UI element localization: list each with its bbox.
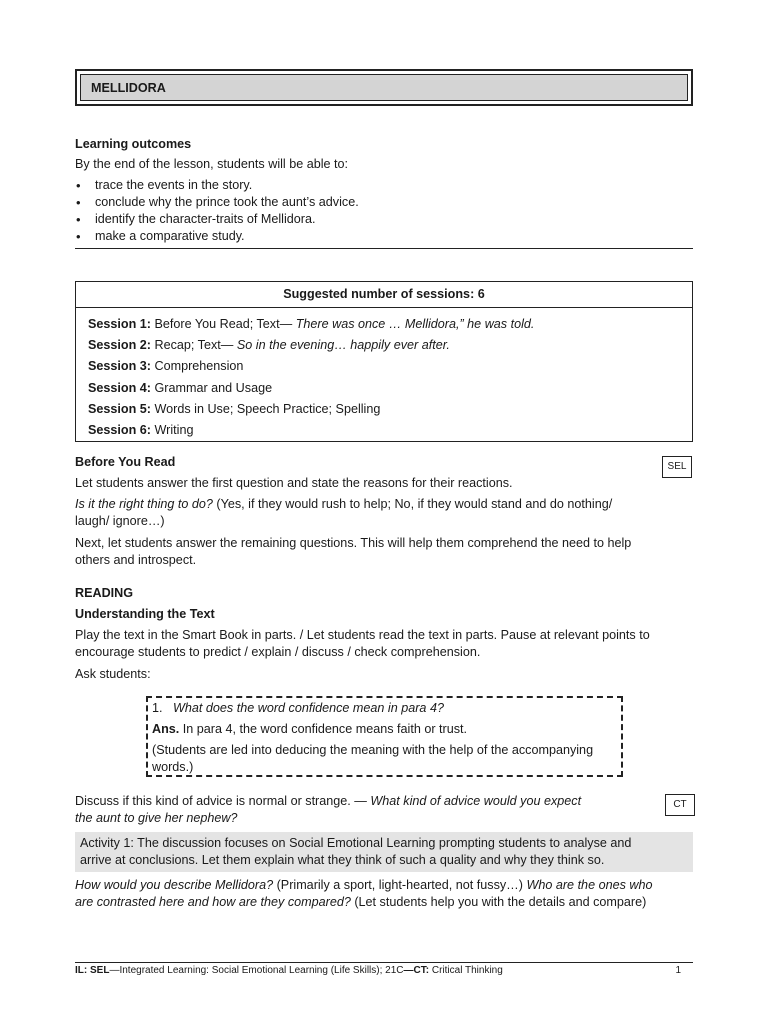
session-label: Session 2: (88, 338, 151, 353)
question-italic: Is it the right thing to do? (75, 497, 213, 511)
page-title: MELLIDORA (80, 74, 688, 101)
describe-line2 (75, 894, 646, 911)
before-you-read-q-line2: laugh/ ignore…) (75, 514, 165, 528)
answer-label: Ans. (152, 722, 180, 736)
session-text: Words in Use; Speech Practice; Spelling (151, 401, 381, 416)
answer-text: In para 4, the word confidence means faith or trust. (179, 722, 468, 736)
discuss-plain: Discuss if this kind of advice is normal or strange. — (75, 794, 371, 808)
session-text: Writing (151, 423, 194, 438)
footer-il-text: —Integrated Learning: Social Emotional Learning (Life Skills); 21C (109, 965, 404, 976)
footer-ct-text: Critical Thinking (429, 965, 503, 976)
footer-ct-label: —CT: (403, 965, 430, 976)
session-label: Session 1: (88, 317, 151, 331)
ct-tag: CT (665, 794, 695, 816)
outcome-item: • conclude why the prince took the aunt’s advice. (75, 194, 693, 211)
discuss-line1 (75, 793, 581, 810)
session-item (88, 335, 692, 356)
page-number: 1 (675, 965, 681, 976)
describe-line1 (75, 877, 652, 894)
answer-note-line2: words.) (152, 760, 194, 774)
describe-plain: (Let students help you with the details and compare) (350, 895, 647, 909)
understanding-text-heading: Understanding the Text (75, 607, 215, 621)
session-text: Comprehension (151, 359, 244, 374)
learning-outcomes-heading: Learning outcomes (75, 137, 192, 151)
title-box (75, 69, 693, 106)
ask-students: Ask students: (75, 667, 151, 681)
activity-box (75, 832, 693, 872)
before-you-read-p3-line2: others and introspect. (75, 553, 197, 567)
before-you-read-q-line1 (75, 496, 612, 513)
learning-outcomes-list (75, 177, 693, 245)
sessions-heading: Suggested number of sessions: 6 (76, 282, 692, 308)
session-text-italic: There was once … Mellidora,” he was told. (295, 317, 535, 331)
discuss-line2 (75, 810, 237, 827)
session-text: Grammar and Usage (151, 380, 273, 395)
reading-p1-line2: encourage students to predict / explain / discuss / check comprehension. (75, 645, 481, 659)
question-box (146, 696, 623, 777)
reading-p1-line1: Play the text in the Smart Book in parts. / Let students read the text in parts. Pause at relevant points to (75, 628, 650, 642)
outcome-item: • make a comparative study. (75, 228, 693, 245)
question-number: 1. (152, 701, 163, 715)
sessions-list (76, 308, 692, 441)
session-item (88, 378, 692, 399)
session-label: Session 3: (88, 359, 151, 374)
discuss-italic: the aunt to give her nephew? (75, 811, 238, 825)
before-you-read-p3-line1: Next, let students answer the remaining questions. This will help them comprehend the need to help (75, 536, 632, 550)
discuss-italic: What kind of advice would you expect (370, 794, 582, 808)
activity-line1: Activity 1: The discussion focuses on Social Emotional Learning prompting students to analyse and (80, 836, 632, 850)
session-item (88, 314, 692, 335)
before-you-read-heading: Before You Read (75, 455, 176, 469)
describe-plain: (Primarily a sport, light-hearted, not fussy…) (273, 878, 527, 892)
reading-heading: READING (75, 586, 134, 600)
question-rest: (Yes, if they would rush to help; No, if they would stand and do nothing/ (212, 497, 613, 511)
outcome-item: • trace the events in the story. (75, 177, 693, 194)
session-text-italic: So in the evening… happily ever after. (236, 338, 450, 353)
activity-line2: arrive at conclusions. Let them explain what they think of such a quality and why they think so. (80, 853, 605, 867)
describe-italic: How would you describe Mellidora? (75, 878, 274, 892)
session-label: Session 5: (88, 401, 151, 416)
learning-outcomes-intro: By the end of the lesson, students will be able to: (75, 157, 349, 171)
session-text: Before You Read; Text— (151, 317, 296, 331)
before-you-read-p1: Let students answer the first question and state the reasons for their reactions. (75, 476, 513, 490)
describe-italic: Who are the ones who (526, 878, 653, 892)
session-text: Recap; Text— (151, 338, 237, 353)
question-text: What does the word confidence mean in para 4? (173, 701, 444, 715)
outcome-item: • identify the character-traits of Mellidora. (75, 211, 693, 228)
divider (75, 248, 693, 249)
session-item (88, 399, 692, 420)
footer-divider (75, 962, 693, 963)
session-label: Session 6: (88, 423, 151, 438)
answer-note-line1: (Students are led into deducing the meaning with the help of the accompanying (152, 743, 594, 757)
session-item (88, 420, 692, 441)
session-item (88, 356, 692, 377)
footer (75, 965, 693, 977)
session-label: Session 4: (88, 380, 151, 395)
question-line (152, 700, 621, 717)
footer-il-label: IL: SEL (75, 965, 110, 976)
describe-italic: are contrasted here and how are they compared? (75, 895, 351, 909)
sessions-box (75, 281, 693, 442)
sel-tag: SEL (662, 456, 692, 478)
answer-line (152, 721, 621, 738)
